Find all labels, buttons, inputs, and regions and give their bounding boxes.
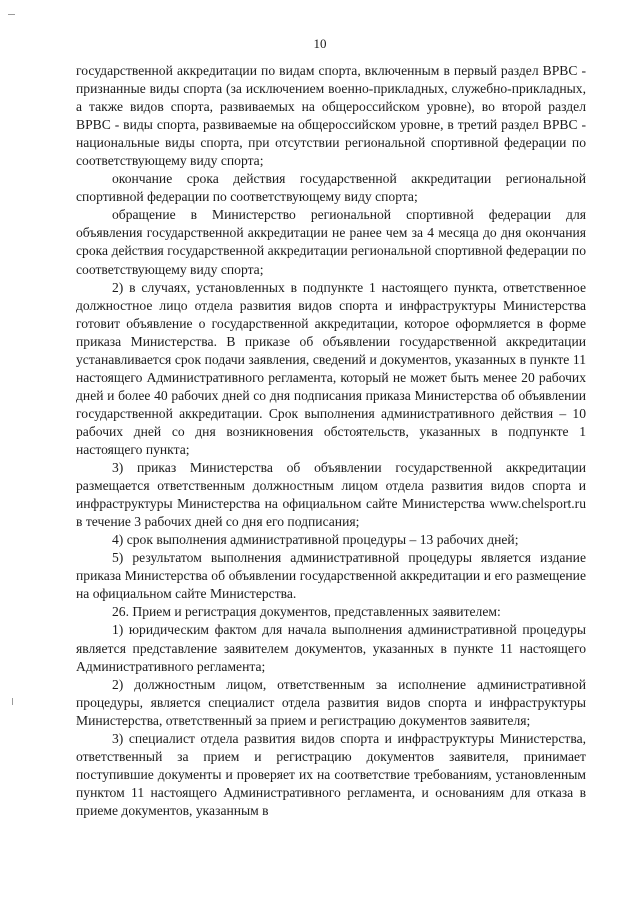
paragraph: 3) приказ Министерства об объявлении государственной аккредитации размещается ответственным должностным лицом отдела развития видов спорта и инфраструктуры Министерства на официальном сайте Министерства www.chelsport.ru в течение 3 рабочих дней со дня его подписания; (76, 460, 586, 530)
paragraph-continuation: государственной аккредитации по видам спорта, включенным в первый раздел ВРВС - признанные виды спорта (за исключением военно-прикладных, служебно-прикладных, а также видов спорта, развиваемых на общероссийском уровне), во второй раздел ВРВС - виды спорта, развиваемые на общероссийском уровне, в третий раздел ВРВС - национальные виды спорта, при отсутствии региональной спортивной федерации по соответствующему виду спорта; (76, 63, 586, 169)
paragraph: окончание срока действия государственной аккредитации региональной спортивной федерации по соответствующему виду спорта; (76, 171, 586, 205)
paragraph: обращение в Министерство региональной спортивной федерации для объявления государственной аккредитации не ранее чем за 4 месяца до дня окончания срока действия государственной аккредитации региональной спортивной федерации по соответствующему виду спорта; (76, 207, 586, 277)
paragraph: 5) результатом выполнения административной процедуры является издание приказа Министерства об объявлении государственной аккредитации и его размещение на официальном сайте Министерства. (76, 550, 586, 602)
paragraph: 1) юридическим фактом для начала выполнения административной процедуры является представление заявителем документов, указанных в пункте 11 настоящего Административного регламента; (76, 622, 586, 674)
page-number: 10 (313, 36, 327, 51)
paragraph: 2) в случаях, установленных в подпункте 1 настоящего пункта, ответственное должностное лицо отдела развития видов спорта и инфраструктуры Министерства готовит объявление о государственной аккредитации, которое оформляется в форме приказа Министерства. В приказе об объявлении государственной аккредитации устанавливается срок подачи заявления, сведений и документов, указанных в пункте 11 настоящего Административного регламента, который не может быть менее 20 рабочих дней и более 40 рабочих дней со дня подписания приказа Министерства об объявлении государственной аккредитации. Срок выполнения административного действия – 10 рабочих дней со дня возникновения обстоятельств, указанных в подпункте 1 настоящего пункта; (76, 279, 586, 457)
scan-mark-top-left (8, 14, 15, 15)
paragraph: 2) должностным лицом, ответственным за исполнение административной процедуры, является специалист отдела развития видов спорта и инфраструктуры Министерства, ответственный за прием и регистрацию документов заявителя; (76, 676, 586, 728)
document-body (76, 62, 586, 820)
section-heading-26: 26. Прием и регистрация документов, представленных заявителем: (112, 604, 501, 620)
paragraph: 3) специалист отдела развития видов спорта и инфраструктуры Министерства, ответственный за прием и регистрацию документов заявителя, принимает поступившие документы и проверяет их на соответствие требованиям, установленным пунктом 11 настоящего Административного регламента, и основаниям для отказа в приеме документов, указанным в (76, 730, 586, 818)
scan-mark-left-margin (12, 698, 13, 705)
paragraph: 4) срок выполнения административной процедуры – 13 рабочих дней; (112, 532, 519, 548)
